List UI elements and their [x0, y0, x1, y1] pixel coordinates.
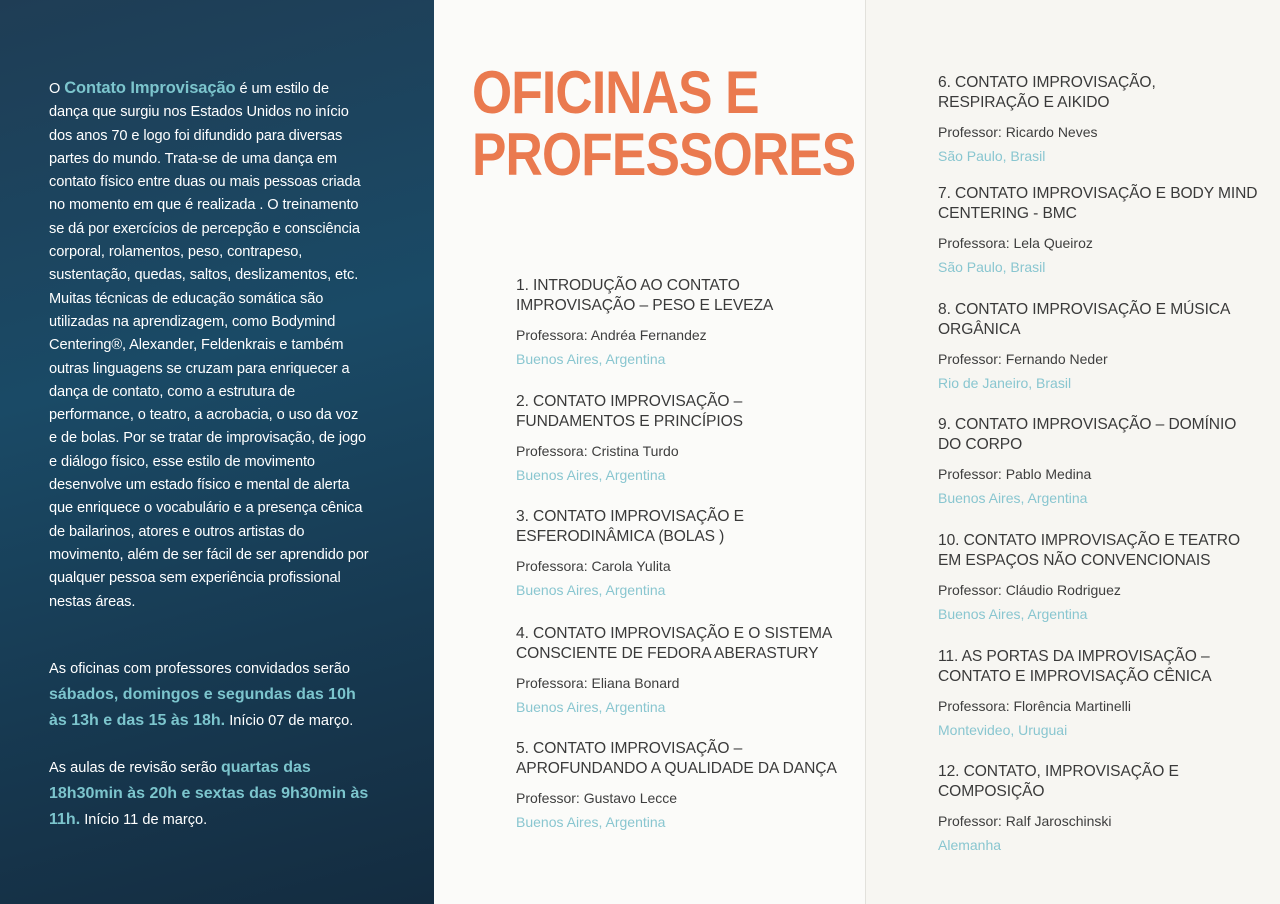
workshop-teacher: Professor: Fernando Neder — [938, 351, 1108, 367]
workshop-location: São Paulo, Brasil — [938, 259, 1046, 275]
workshop-location: Buenos Aires, Argentina — [516, 814, 666, 830]
workshop-item — [938, 73, 1258, 165]
review-highlight: quartas das 18h30min às 20h e sextas das 9h30min às 11h. — [49, 759, 369, 828]
review-suffix: Início 11 de março. — [84, 812, 208, 828]
review-prefix: As aulas de revisão serão — [49, 760, 217, 776]
workshop-item — [516, 276, 846, 368]
workshop-location: Rio de Janeiro, Brasil — [938, 375, 1072, 391]
workshop-location: Buenos Aires, Argentina — [516, 699, 666, 715]
workshop-item — [516, 624, 846, 716]
workshop-title: 10. CONTATO IMPROVISAÇÃO E TEATRO EM ESPAÇOS NÃO CONVENCIONAIS — [938, 532, 1240, 569]
review-paragraph — [49, 755, 369, 833]
workshop-item — [516, 739, 846, 831]
workshop-teacher: Professora: Florência Martinelli — [938, 698, 1131, 714]
workshop-teacher: Professora: Andréa Fernandez — [516, 327, 707, 343]
workshop-title: 8. CONTATO IMPROVISAÇÃO E MÚSICA ORGÂNICA — [938, 301, 1230, 338]
workshop-item — [516, 392, 846, 484]
workshop-location: Buenos Aires, Argentina — [516, 351, 666, 367]
intro-highlight: Contato Improvisação — [64, 79, 236, 97]
workshop-teacher: Professora: Carola Yulita — [516, 558, 671, 574]
intro-text: é um estilo de dança que surgiu nos Estados Unidos no início dos anos 70 e logo foi difundido para diversas partes do mundo. Trata-se de uma dança em contato físico entre duas ou mais pessoas criada no momento em que é realizada . O treinamento se dá por exercícios de percepção e consciência corporal, rolamentos, peso, contrapeso, sustentação, quedas, saltos, deslizamentos, etc. Muitas técnicas de educação somática são utilizadas na aprendizagem, como Bodymind Centering®, Alexander, Feldenkrais e também outras linguagens se cruzam para enriquecer a dança de contato, como a estrutura de performance, o teatro, a acrobacia, o uso da voz e de bolas. Por se tratar de improvisação, de jogo e diálogo físico, esse estilo de movimento desenvolve um estado físico e mental de alerta que enriquece o vocabulário e a presença cênica de bailarinos, atores e outros artistas do movimento, além de ser fácil de ser aprendido por qualquer pessoa sem experiência profissional nestas áreas. — [49, 81, 369, 610]
workshop-title: 11. AS PORTAS DA IMPROVISAÇÃO – CONTATO E IMPROVISAÇÃO CÊNICA — [938, 648, 1212, 685]
workshops-panel-middle — [434, 0, 866, 904]
workshop-teacher: Professora: Lela Queiroz — [938, 235, 1093, 251]
workshop-location: Montevideo, Uruguai — [938, 722, 1068, 738]
intro-panel — [0, 0, 434, 904]
title-line-1: OFICINAS E — [472, 59, 759, 126]
workshop-item — [938, 531, 1258, 623]
workshop-title: 2. CONTATO IMPROVISAÇÃO – FUNDAMENTOS E PRINCÍPIOS — [516, 393, 743, 430]
intro-prefix: O — [49, 81, 61, 97]
workshop-teacher: Professora: Cristina Turdo — [516, 443, 679, 459]
workshop-item — [938, 415, 1258, 507]
workshop-teacher: Professor: Gustavo Lecce — [516, 790, 678, 806]
schedule-suffix: Início 07 de março. — [229, 713, 354, 729]
workshop-item — [938, 300, 1258, 392]
workshop-location: Buenos Aires, Argentina — [938, 606, 1088, 622]
workshop-location: Alemanha — [938, 837, 1002, 853]
workshop-title: 7. CONTATO IMPROVISAÇÃO E BODY MIND CENTERING - BMC — [938, 185, 1258, 222]
title-line-2: PROFESSORES — [472, 121, 856, 188]
workshop-teacher: Professor: Ralf Jaroschinski — [938, 813, 1112, 829]
workshop-location: São Paulo, Brasil — [938, 148, 1046, 164]
workshop-location: Buenos Aires, Argentina — [516, 582, 666, 598]
workshop-title: 4. CONTATO IMPROVISAÇÃO E O SISTEMA CONSCIENTE DE FEDORA ABERASTURY — [516, 625, 832, 662]
workshop-item — [938, 647, 1258, 739]
workshop-title: 6. CONTATO IMPROVISAÇÃO, RESPIRAÇÃO E AIKIDO — [938, 74, 1156, 111]
workshop-teacher: Professor: Cláudio Rodriguez — [938, 582, 1121, 598]
workshop-item — [938, 184, 1258, 276]
schedule-highlight: sábados, domingos e segundas das 10h às 13h e das 15 às 18h. — [49, 686, 356, 729]
workshop-teacher: Professora: Eliana Bonard — [516, 675, 680, 691]
intro-paragraph — [49, 77, 369, 614]
workshop-teacher: Professor: Pablo Medina — [938, 466, 1092, 482]
workshop-title: 5. CONTATO IMPROVISAÇÃO – APROFUNDANDO A QUALIDADE DA DANÇA — [516, 740, 837, 777]
workshop-title: 3. CONTATO IMPROVISAÇÃO E ESFERODINÂMICA (BOLAS ) — [516, 508, 744, 545]
workshop-title: 1. INTRODUÇÃO AO CONTATO IMPROVISAÇÃO – PESO E LEVEZA — [516, 277, 774, 314]
workshop-title: 12. CONTATO, IMPROVISAÇÃO E COMPOSIÇÃO — [938, 763, 1179, 800]
page-title — [472, 59, 856, 188]
workshop-teacher: Professor: Ricardo Neves — [938, 124, 1098, 140]
workshops-panel-right — [866, 0, 1280, 904]
workshop-location: Buenos Aires, Argentina — [938, 490, 1088, 506]
workshop-title: 9. CONTATO IMPROVISAÇÃO – DOMÍNIO DO CORPO — [938, 416, 1237, 453]
schedule-prefix: As oficinas com professores convidados serão — [49, 661, 350, 677]
workshop-item — [938, 762, 1258, 854]
workshop-location: Buenos Aires, Argentina — [516, 467, 666, 483]
schedule-paragraph — [49, 657, 369, 734]
workshop-item — [516, 507, 846, 599]
